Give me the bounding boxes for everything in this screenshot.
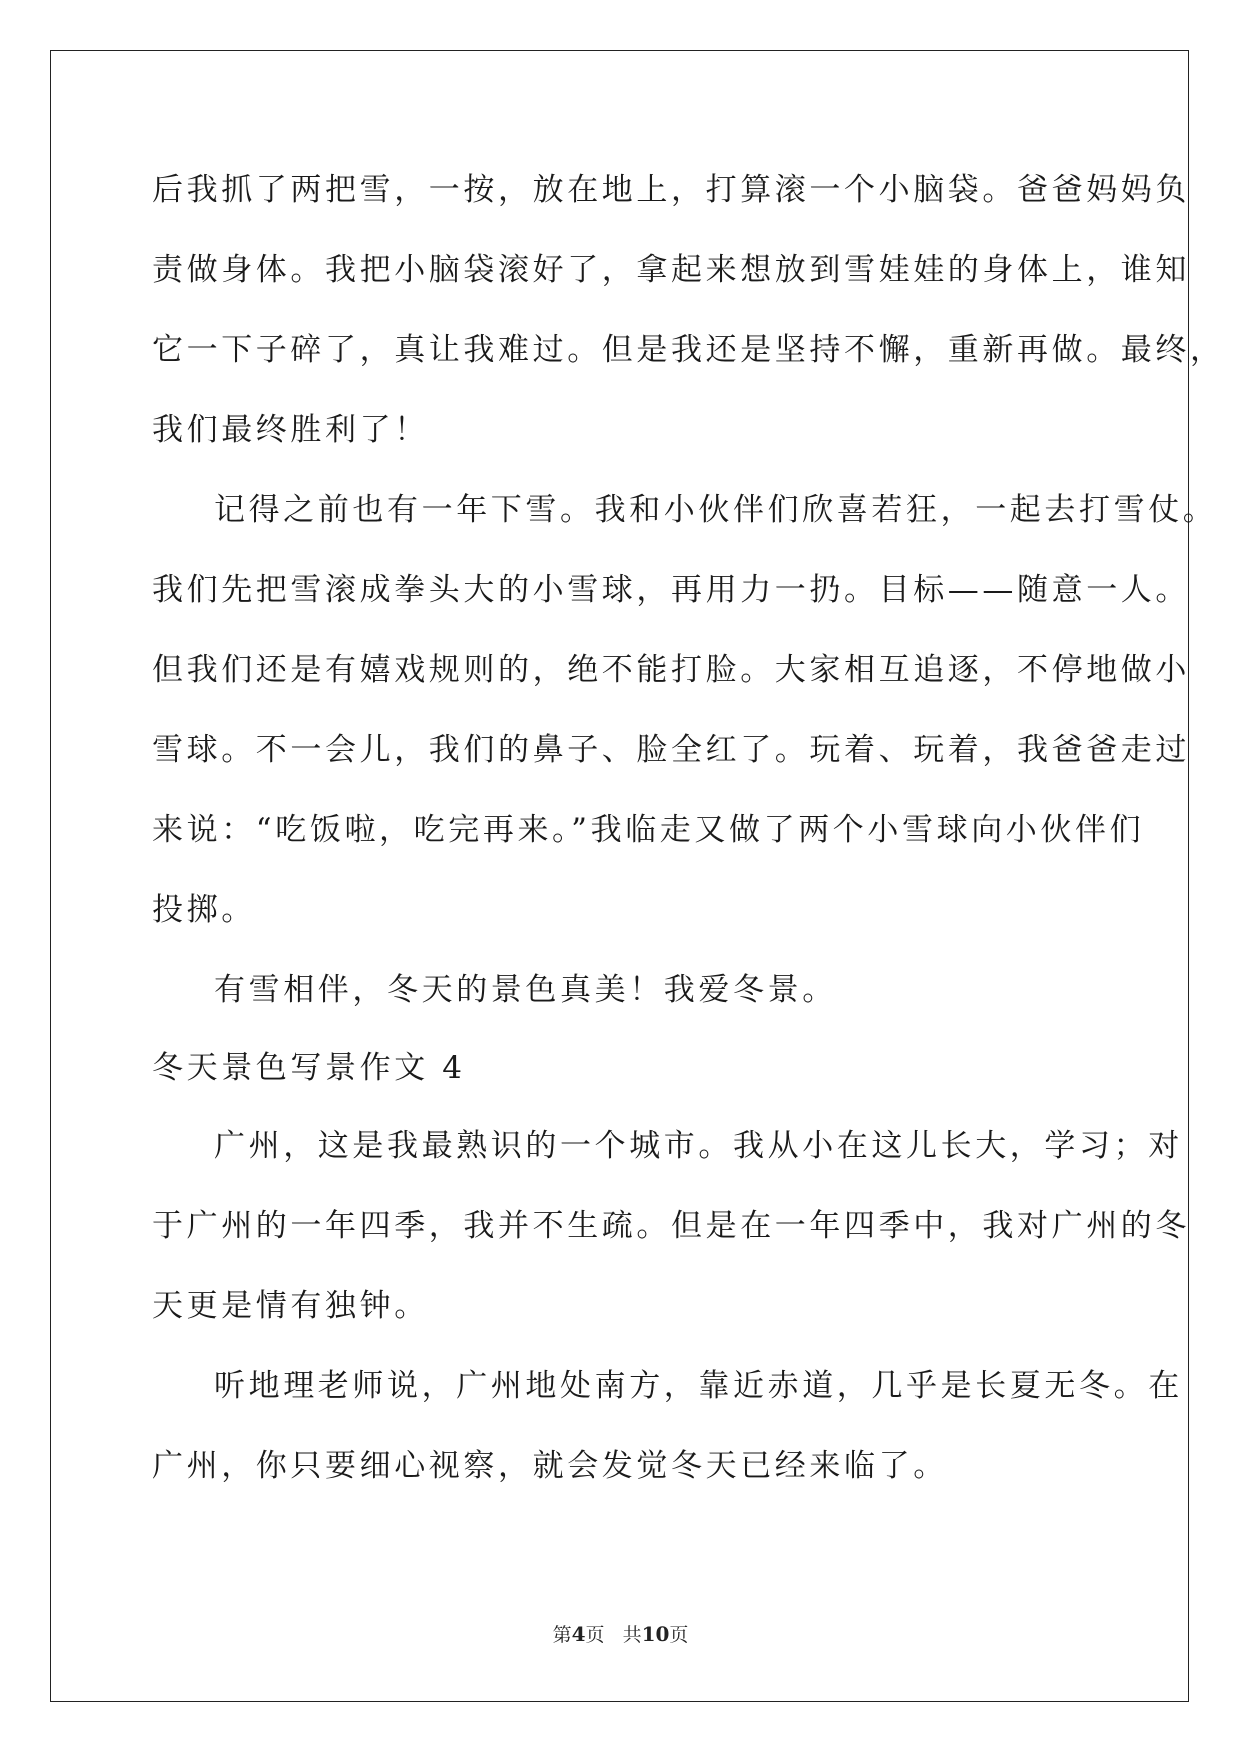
section-heading: 冬天景色写景作文 4 [152,1050,466,1086]
text-line: 来说：“吃饭啦，吃完再来。”我临走又做了两个小雪球向小伙伴们 [152,812,1145,848]
text-line: 它一下子碎了，真让我难过。但是我还是坚持不懈，重新再做。最终， [152,332,1225,368]
text-line: 责做身体。我把小脑袋滚好了，拿起来想放到雪娃娃的身体上，谁知 [152,252,1190,288]
page-footer [0,1620,1241,1647]
text-line: 但我们还是有嬉戏规则的，绝不能打脸。大家相互追逐，不停地做小 [152,652,1190,688]
paragraph-start: 听地理老师说，广州地处南方，靠近赤道，几乎是长夏无冬。在 [214,1368,1183,1404]
text-line: 我们先把雪滚成拳头大的小雪球，再用力一扔。目标——随意一人。 [152,572,1190,608]
paragraph-start: 广州，这是我最熟识的一个城市。我从小在这儿长大，学习；对 [214,1128,1183,1164]
page-number: 第4页 [552,1622,605,1646]
text-line: 于广州的一年四季，我并不生疏。但是在一年四季中，我对广州的冬 [152,1208,1190,1244]
paragraph-start: 有雪相伴，冬天的景色真美！我爱冬景。 [214,972,837,1008]
text-line: 投掷。 [152,892,256,928]
page-total: 共10页 [622,1622,689,1646]
text-line: 天更是情有独钟。 [152,1288,429,1324]
text-line: 我们最终胜利了！ [152,412,429,448]
paragraph-start: 记得之前也有一年下雪。我和小伙伴们欣喜若狂，一起去打雪仗。 [214,492,1218,528]
text-line: 后我抓了两把雪，一按，放在地上，打算滚一个小脑袋。爸爸妈妈负 [152,172,1190,208]
text-line: 广州，你只要细心视察，就会发觉冬天已经来临了。 [152,1448,948,1484]
text-line: 雪球。不一会儿，我们的鼻子、脸全红了。玩着、玩着，我爸爸走过 [152,732,1190,768]
